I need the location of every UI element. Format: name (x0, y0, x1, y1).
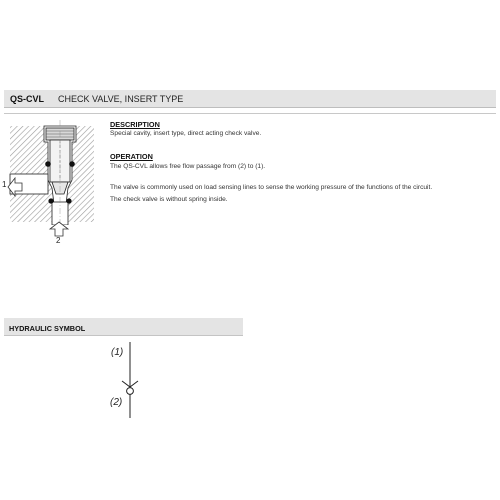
hydraulic-symbol-title: HYDRAULIC SYMBOL (9, 324, 86, 333)
operation-title: OPERATION (110, 152, 153, 161)
port-2-label: 2 (56, 236, 61, 245)
port-1-label: 1 (2, 180, 7, 189)
description-text: Special cavity, insert type, direct acting check valve. (110, 130, 262, 137)
operation-line-3: The check valve is without spring inside. (110, 196, 228, 203)
header-divider (4, 113, 496, 114)
hydraulic-symbol-bar (4, 318, 243, 336)
port-1-arrow-icon (6, 172, 26, 202)
product-header-bar (4, 90, 496, 108)
operation-line-1: The QS-CVL allows free flow passage from (2) to (1). (110, 163, 266, 170)
operation-line-2: The valve is commonly used on load sensing lines to sense the working pressure of the functions of the circuit. (110, 184, 433, 191)
product-name: CHECK VALVE, INSERT TYPE (58, 94, 184, 104)
description-title: DESCRIPTION (110, 120, 160, 129)
product-code: QS-CVL (10, 94, 45, 104)
symbol-port-1-label: (1) (111, 347, 124, 358)
check-valve-symbol-icon (118, 340, 142, 420)
symbol-port-2-label: (2) (110, 397, 123, 408)
